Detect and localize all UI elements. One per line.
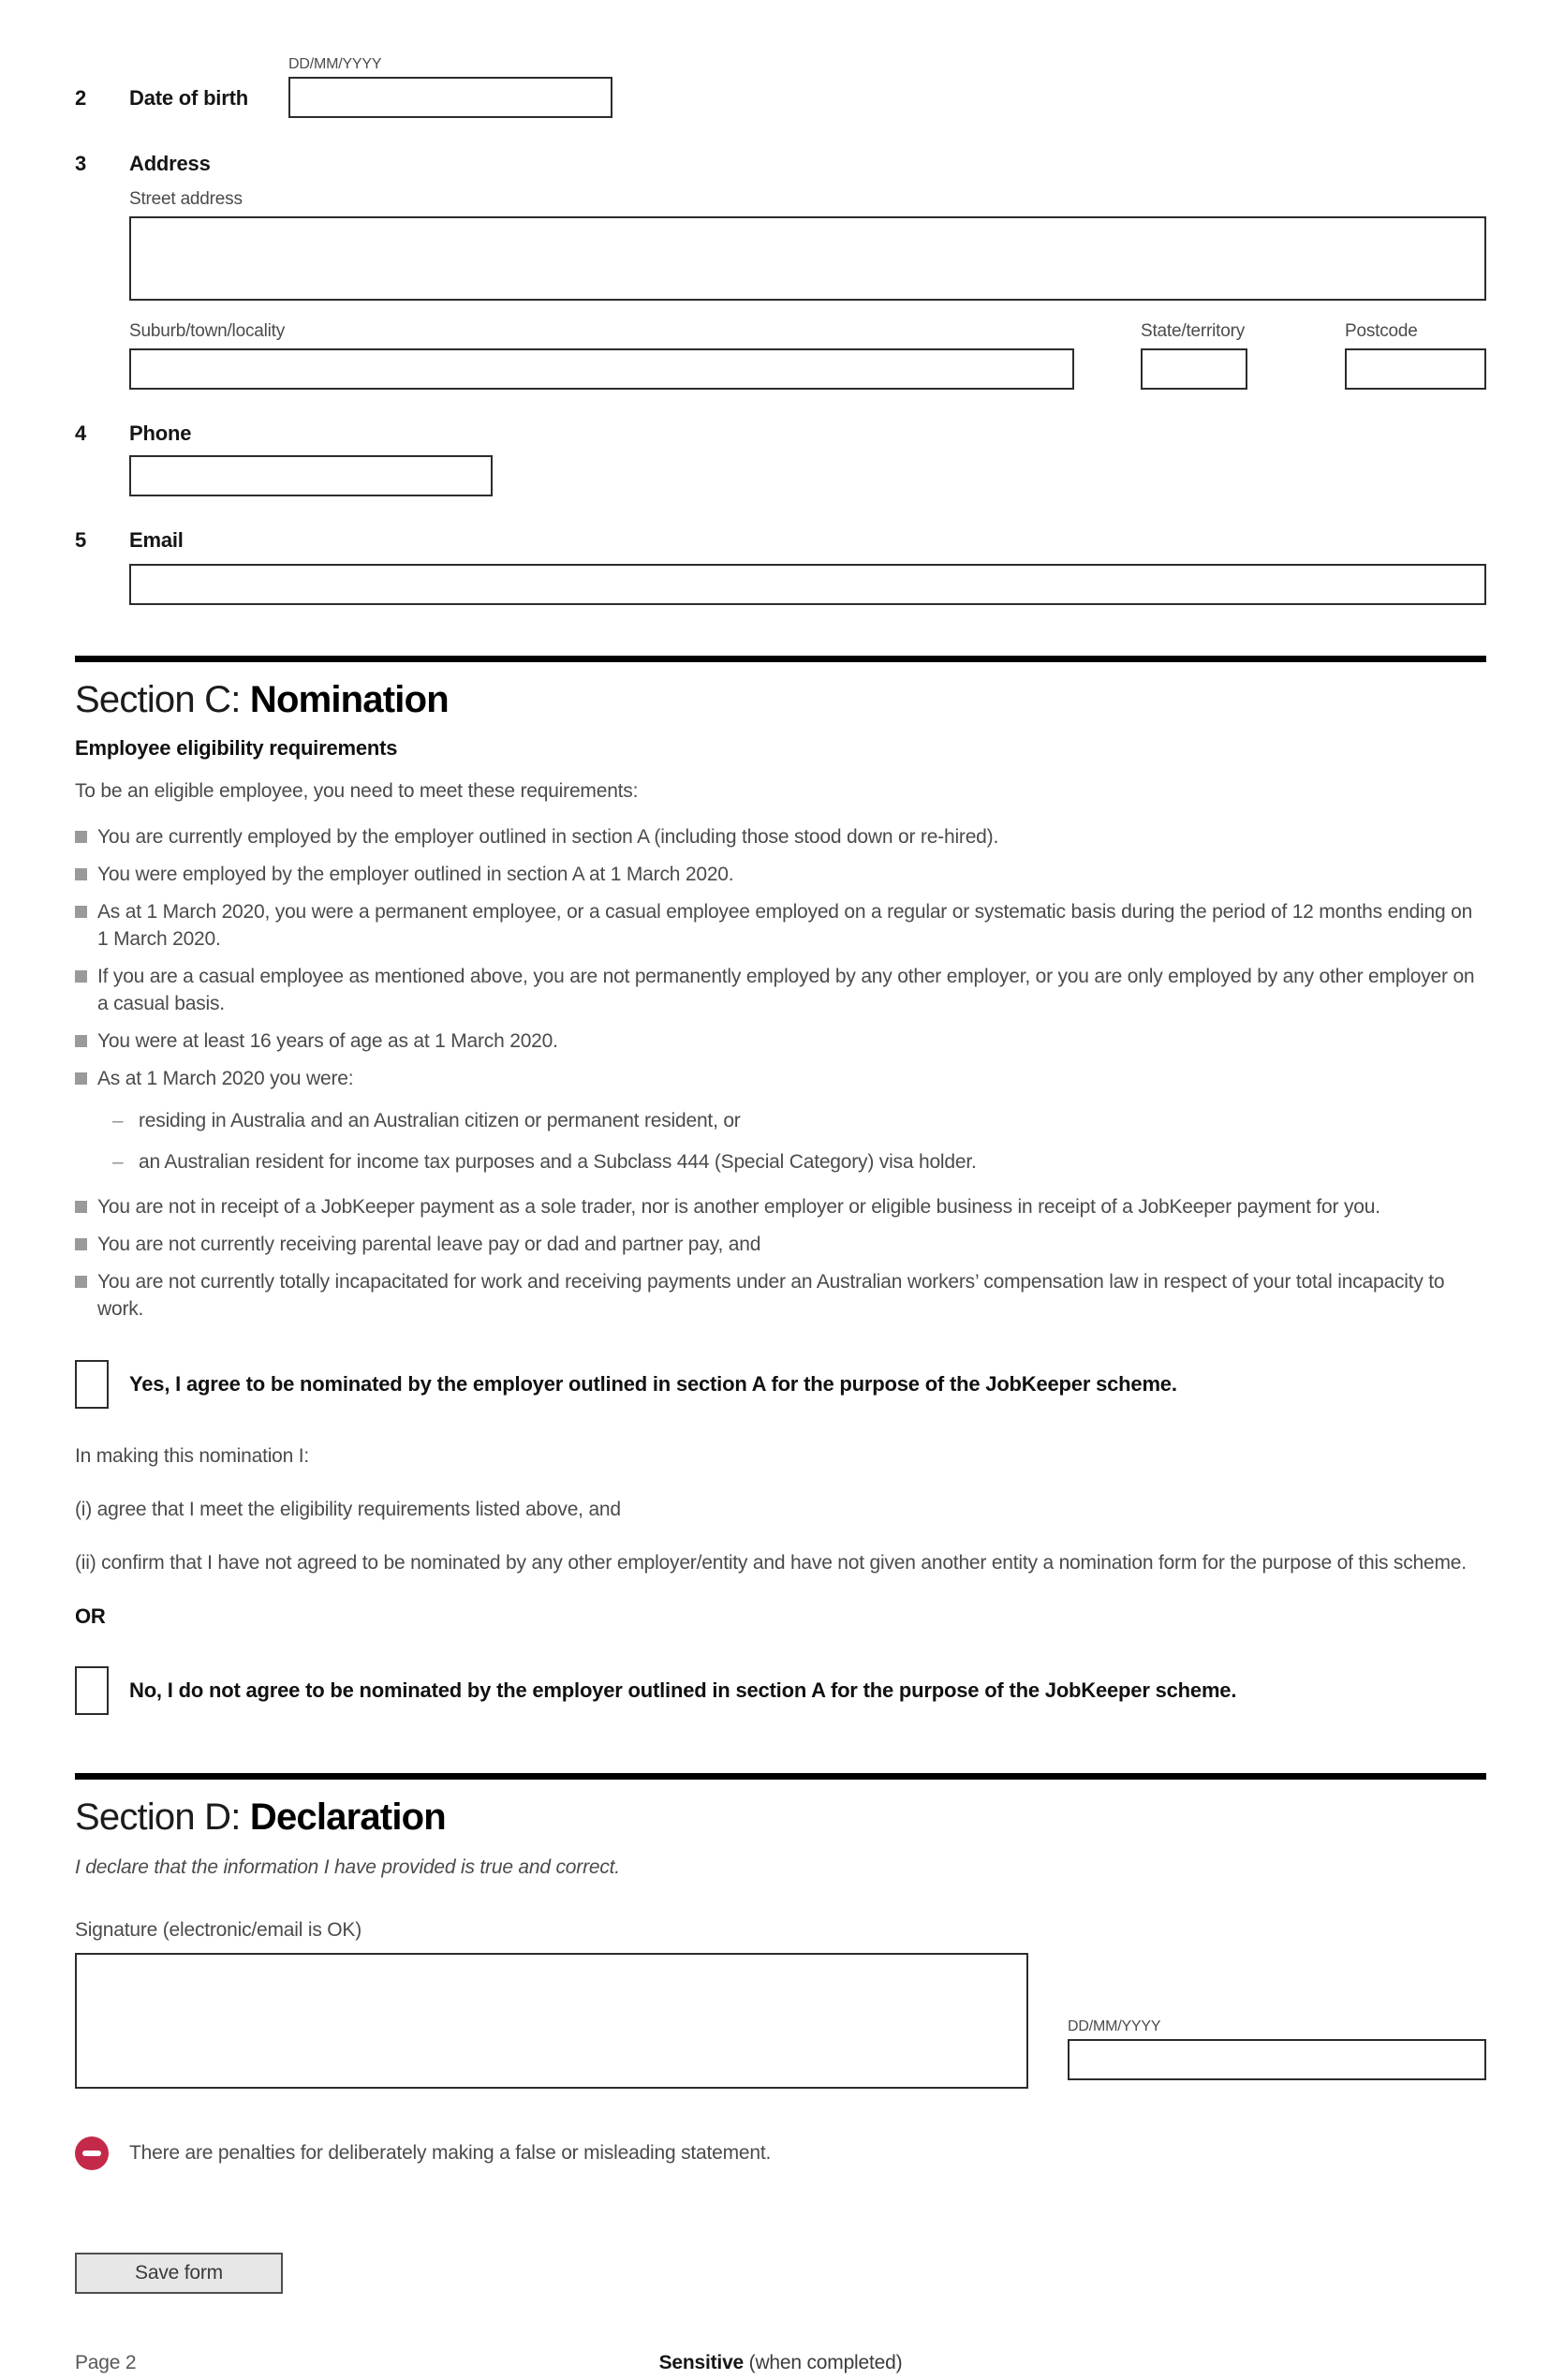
nomination-intro: In making this nomination I: (75, 1445, 310, 1467)
date-of-birth-group (288, 56, 612, 118)
suburb-input[interactable] (129, 348, 1074, 390)
yes-nomination-label: Yes, I agree to be nominated by the employer outlined in section A for the purpose of the JobKeeper scheme. (129, 1372, 1177, 1396)
requirement-item (75, 1065, 1486, 1175)
requirement-item: You are not currently totally incapacitated for work and receiving payments under an Australian workers’ compensation law in respect of your total incapacity to work. (75, 1268, 1486, 1323)
question-phone (75, 421, 1486, 496)
classification-line (75, 2352, 1486, 2374)
requirement-subitem: – residing in Australia and an Australian citizen or permanent resident, or (111, 1107, 1486, 1134)
requirement-item: You are not currently receiving parental leave pay or dad and partner pay, and (75, 1231, 1486, 1258)
section-c-heading (75, 679, 1486, 721)
nomination-point-i: (i) agree that I meet the eligibility requirements listed above, and (75, 1499, 621, 1520)
requirement-item: You are not in receipt of a JobKeeper payment as a sole trader, nor is another employer or eligible business in receipt of a JobKeeper payment for you. (75, 1193, 1486, 1220)
requirement-item: You were employed by the employer outlined in section A at 1 March 2020. (75, 861, 1486, 888)
address-label: Address (129, 152, 211, 175)
street-address-label: Street address (129, 189, 243, 209)
penalty-note: There are penalties for deliberately making a false or misleading statement. (129, 2142, 772, 2164)
section-c-prefix: Section C: (75, 679, 250, 720)
question-number: 2 (75, 86, 87, 110)
section-c-divider (75, 656, 1486, 662)
state-territory-input[interactable] (1141, 348, 1247, 390)
section-d-heading (75, 1796, 1486, 1839)
eligibility-subheading: Employee eligibility requirements (75, 736, 398, 760)
state-territory-label: State/territory (1141, 321, 1246, 341)
section-d-divider (75, 1773, 1486, 1780)
street-address-input[interactable] (129, 216, 1486, 301)
signature-date-input[interactable] (1068, 2039, 1486, 2080)
section-c-title: Nomination (249, 679, 449, 720)
question-number: 3 (75, 152, 87, 175)
postcode-input[interactable] (1345, 348, 1486, 390)
nomination-point-ii: (ii) confirm that I have not agreed to be nominated by any other employer/entity and have not given another entity a nomination form for the purpose of this scheme. (75, 1552, 1467, 1574)
signature-label: Signature (electronic/email is OK) (75, 1919, 361, 1941)
classification-label: Sensitive (658, 2352, 745, 2373)
requirement-sublist (111, 1107, 1486, 1175)
penalty-note-row (75, 2136, 1486, 2170)
declaration-statement: I declare that the information I have provided is true and correct. (75, 1856, 620, 1878)
yes-nomination-row (75, 1360, 1486, 1409)
signature-date-group (1068, 2018, 1486, 2080)
no-nomination-checkbox[interactable] (75, 1666, 109, 1715)
signature-input[interactable] (75, 1953, 1028, 2089)
no-entry-icon (75, 2136, 109, 2170)
requirement-item: As at 1 March 2020, you were a permanent employee, or a casual employee employed on a regular or systematic basis during the period of 12 months ending on 1 March 2020. (75, 898, 1486, 953)
phone-label: Phone (129, 421, 192, 445)
date-of-birth-input[interactable] (288, 77, 612, 118)
suburb-group (129, 321, 1074, 390)
suburb-label: Suburb/town/locality (129, 321, 286, 341)
question-email (75, 528, 1486, 605)
email-label: Email (129, 528, 184, 552)
question-address (75, 152, 1486, 390)
classification-suffix: (when completed) (744, 2352, 903, 2373)
signature-area (75, 1953, 1486, 2095)
question-number: 5 (75, 528, 87, 552)
postcode-label: Postcode (1345, 321, 1418, 341)
postcode-group (1345, 321, 1486, 390)
email-input[interactable] (129, 564, 1486, 605)
requirement-text: As at 1 March 2020 you were: (97, 1068, 354, 1089)
question-number: 4 (75, 421, 87, 445)
no-nomination-row (75, 1666, 1486, 1715)
no-nomination-label: No, I do not agree to be nominated by the employer outlined in section A for the purpose of the JobKeeper scheme. (129, 1678, 1237, 1702)
date-format-caption: DD/MM/YYYY (1068, 2018, 1161, 2034)
requirement-subitem: – an Australian resident for income tax purposes and a Subclass 444 (Special Category) visa holder. (111, 1148, 1486, 1175)
question-date-of-birth (75, 56, 1486, 118)
page-number: Page 2 (75, 2352, 137, 2373)
save-form-button[interactable]: Save form (75, 2253, 283, 2294)
date-format-caption: DD/MM/YYYY (288, 56, 382, 72)
date-of-birth-label: Date of birth (129, 86, 248, 110)
page-footer (75, 2352, 1486, 2380)
state-group (1141, 321, 1247, 390)
phone-input[interactable] (129, 455, 493, 496)
or-label: OR (75, 1604, 106, 1628)
section-d-title: Declaration (249, 1796, 446, 1838)
requirement-item: You were at least 16 years of age as at 1 March 2020. (75, 1027, 1486, 1055)
yes-nomination-checkbox[interactable] (75, 1360, 109, 1409)
eligibility-requirements-list (75, 823, 1486, 1323)
requirement-item: If you are a casual employee as mentioned above, you are not permanently employed by any other employer, or you are only employed by any other employer on a casual basis. (75, 963, 1486, 1017)
requirement-item: You are currently employed by the employer outlined in section A (including those stood down or re-hired). (75, 823, 1486, 850)
eligibility-intro: To be an eligible employee, you need to meet these requirements: (75, 780, 639, 802)
section-d-prefix: Section D: (75, 1796, 250, 1838)
